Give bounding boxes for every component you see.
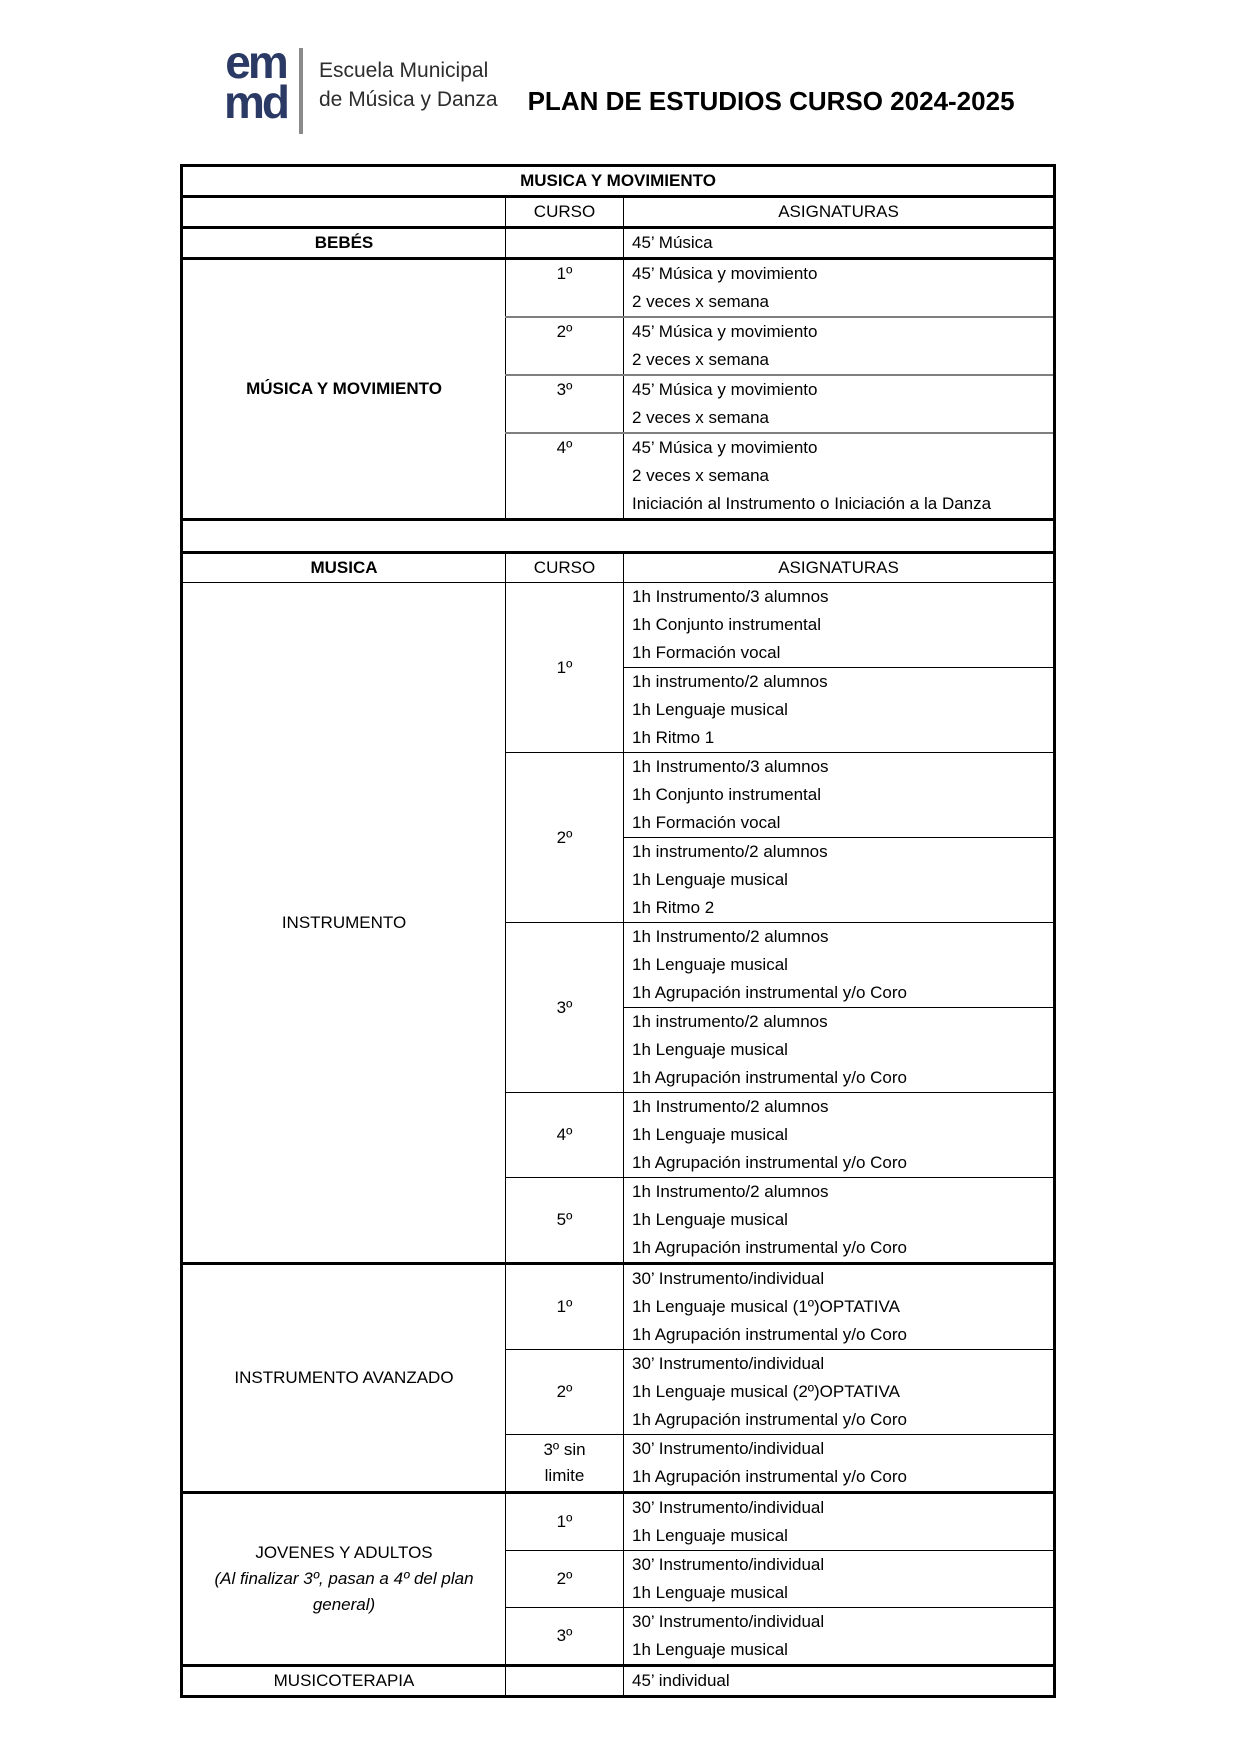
curso-cell: 4º (506, 1093, 624, 1178)
asignaturas-cell: 30’ Instrumento/individual 1h Agrupación instrumental y/o Coro (624, 1435, 1055, 1493)
logo-mark-top: em (225, 36, 286, 88)
asignaturas-cell: 45’ Música y movimiento 2 veces x semana (624, 317, 1055, 375)
table2-title: MUSICA (182, 553, 506, 583)
asignaturas-cell: 45’ Música y movimiento 2 veces x semana (624, 375, 1055, 433)
document-header (224, 36, 1015, 134)
avanzado-curso1-row (182, 1264, 1055, 1350)
asignaturas-option-b-cell: 1h instrumento/2 alumnos 1h Lenguaje musical 1h Ritmo 2 (624, 838, 1055, 923)
section-label-musicoterapia: MUSICOTERAPIA (182, 1666, 506, 1697)
asignaturas-option-b-cell: 1h instrumento/2 alumnos 1h Lenguaje musical 1h Agrupación instrumental y/o Coro (624, 1008, 1055, 1093)
table-gap-cell (182, 520, 1055, 553)
curso-column-header: CURSO (506, 553, 624, 583)
asignaturas-cell: 30’ Instrumento/individual 1h Lenguaje musical (624, 1608, 1055, 1666)
curso-cell: 2º (506, 1350, 624, 1435)
curso-cell: 1º (506, 583, 624, 753)
curso-cell: 1º (506, 259, 624, 318)
asignaturas-cell: 1h Instrumento/2 alumnos 1h Lenguaje musical 1h Agrupación instrumental y/o Coro (624, 1178, 1055, 1264)
asignaturas-cell: 30’ Instrumento/individual 1h Lenguaje musical (2º)OPTATIVA 1h Agrupación instrumental y/o Coro (624, 1350, 1055, 1435)
curso-cell: 2º (506, 753, 624, 923)
instrumento-curso1-rowA (182, 583, 1055, 668)
table-gap-row (182, 520, 1055, 553)
curso-cell: 2º (506, 317, 624, 375)
musicoterapia-curso-cell (506, 1666, 624, 1697)
curso-cell: 4º (506, 433, 624, 520)
section-label-musica-y-movimiento: MÚSICA Y MOVIMIENTO (182, 259, 506, 520)
curso-cell: 3º sin limite (506, 1435, 624, 1493)
org-name-line1: Escuela Municipal (319, 59, 489, 82)
jovenes-label: JOVENES Y ADULTOS (255, 1543, 433, 1562)
asignaturas-cell: 45’ Música y movimiento 2 veces x semana (624, 259, 1055, 318)
page-title: PLAN DE ESTUDIOS CURSO 2024-2025 (527, 86, 1015, 116)
bebes-asignatura-cell: 45’ Música (624, 228, 1055, 259)
musicoterapia-row (182, 1666, 1055, 1697)
section-label-instrumento-avanzado: INSTRUMENTO AVANZADO (182, 1264, 506, 1493)
jovenes-note: (Al finalizar 3º, pasan a 4º del plan general) (214, 1569, 474, 1614)
asignaturas-option-a-cell: 1h Instrumento/3 alumnos 1h Conjunto instrumental 1h Formación vocal (624, 583, 1055, 668)
curso-column-header: CURSO (506, 197, 624, 228)
section-label-bebes: BEBÉS (182, 228, 506, 259)
table2-header-row (182, 553, 1055, 583)
curso-cell: 1º (506, 1493, 624, 1551)
asignaturas-cell: 45’ Música y movimiento 2 veces x semana Iniciación al Instrumento o Iniciación a la Danza (624, 433, 1055, 520)
table1-title: MUSICA Y MOVIMIENTO (182, 166, 1055, 197)
logo-mark-bottom: md (224, 76, 287, 128)
emmd-logo (224, 36, 498, 134)
table1-title-row (182, 166, 1055, 197)
asignaturas-cell: 30’ Instrumento/individual 1h Lenguaje musical (624, 1551, 1055, 1608)
curso-cell: 1º (506, 1264, 624, 1350)
musicoterapia-asignatura-cell: 45’ individual (624, 1666, 1055, 1697)
bebes-row (182, 228, 1055, 259)
curso-cell: 2º (506, 1551, 624, 1608)
jovenes-curso1-row (182, 1493, 1055, 1551)
asignaturas-cell: 30’ Instrumento/individual 1h Lenguaje musical (1º)OPTATIVA 1h Agrupación instrumental y/o Coro (624, 1264, 1055, 1350)
asignaturas-option-a-cell: 1h Instrumento/3 alumnos 1h Conjunto instrumental 1h Formación vocal (624, 753, 1055, 838)
logo-divider-bar (299, 48, 303, 134)
asignaturas-option-b-cell: 1h instrumento/2 alumnos 1h Lenguaje musical 1h Ritmo 1 (624, 668, 1055, 753)
asignaturas-column-header: ASIGNATURAS (624, 197, 1055, 228)
asignaturas-cell: 30’ Instrumento/individual 1h Lenguaje musical (624, 1493, 1055, 1551)
section-label-instrumento: INSTRUMENTO (182, 583, 506, 1264)
emmd-logo-mark (224, 36, 287, 128)
curso-cell: 3º (506, 923, 624, 1093)
bebes-curso-cell (506, 228, 624, 259)
curso-cell: 3º (506, 1608, 624, 1666)
mym-curso1-row (182, 259, 1055, 318)
curso-cell: 5º (506, 1178, 624, 1264)
asignaturas-column-header: ASIGNATURAS (624, 553, 1055, 583)
asignaturas-option-a-cell: 1h Instrumento/2 alumnos 1h Lenguaje musical 1h Agrupación instrumental y/o Coro (624, 923, 1055, 1008)
asignaturas-cell: 1h Instrumento/2 alumnos 1h Lenguaje musical 1h Agrupación instrumental y/o Coro (624, 1093, 1055, 1178)
table1-header-row (182, 197, 1055, 228)
curso-cell: 3º (506, 375, 624, 433)
study-plan-table (180, 164, 1056, 1698)
table1-header-empty-cell (182, 197, 506, 228)
section-label-jovenes-y-adultos (182, 1493, 506, 1666)
logo-org-name (319, 56, 498, 114)
org-name-line2: de Música y Danza (319, 88, 498, 111)
